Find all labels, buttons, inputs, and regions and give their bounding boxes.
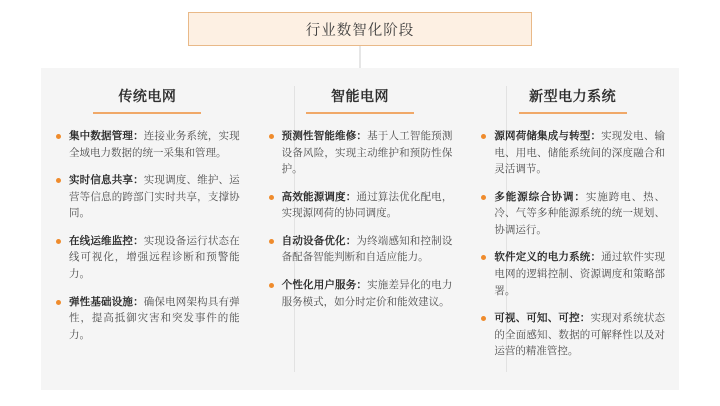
list-item	[55, 294, 240, 344]
list-item-body: 实现发电、输电、用电、储能系统间的深度融合和灵活调节。	[494, 130, 666, 176]
stage-item-list	[480, 128, 665, 360]
list-item	[480, 249, 665, 299]
list-item-body: 实现设备运行状态在线可视化，增强远程诊断和预警能力。	[69, 234, 240, 281]
list-item-body: 通过算法优化配电，实现源网荷的协同调度。	[281, 190, 453, 220]
stage-item-list	[55, 128, 240, 343]
stages-panel	[41, 68, 679, 390]
stage-heading: 新型电力系统	[529, 89, 617, 105]
stage-heading-underline	[519, 112, 627, 114]
page-title: 行业数智化阶段	[305, 22, 415, 39]
stage-heading-underline	[93, 112, 201, 114]
stage-column-new-power-system	[466, 68, 679, 390]
list-item-term: 集中数据管理：	[69, 130, 144, 142]
stage-item-list	[268, 128, 453, 310]
title-banner	[188, 12, 532, 46]
list-item-term: 个性化用户服务：	[281, 279, 368, 292]
list-item-body: 基于人工智能预测设备风险，实现主动维护和预防性保护。	[281, 130, 453, 176]
list-item-term: 在线运维监控：	[69, 234, 144, 247]
list-item-body: 实施差异化的电力服务模式，如分时定价和能效建议。	[281, 279, 453, 308]
list-item	[480, 128, 665, 178]
list-item-body: 通过软件实现电网的逻辑控制、资源调度和策略部署。	[494, 251, 666, 297]
stage-heading-underline	[306, 112, 414, 114]
list-item-term: 软件定义的电力系统：	[494, 251, 602, 264]
list-item-body: 实施跨电、热、冷、气等多种能源系统的统一规划、协调运行。	[494, 190, 666, 236]
list-item	[55, 233, 240, 283]
list-item-term: 自动设备优化：	[281, 234, 357, 247]
list-item	[268, 128, 453, 178]
list-item	[55, 128, 240, 161]
stage-heading: 传统电网	[118, 89, 177, 105]
list-item-term: 实时信息共享：	[69, 174, 144, 187]
stage-column-traditional-grid	[41, 68, 254, 390]
list-item	[268, 233, 453, 266]
list-item	[55, 172, 240, 222]
list-item	[268, 277, 453, 310]
list-item-body: 确保电网架构具有弹性，提高抵御灾害和突发事件的能力。	[69, 295, 240, 341]
list-item	[480, 189, 665, 239]
stage-columns	[41, 68, 679, 390]
banner-connector	[359, 46, 361, 68]
list-item-term: 多能源综合协调：	[494, 190, 586, 203]
list-item-body: 连接业务系统，实现全域电力数据的统一采集和管理。	[69, 130, 240, 159]
list-item	[480, 310, 665, 360]
list-item-body: 实现对系统状态的全面感知、数据的可解释性以及对运营的精准管控。	[494, 312, 666, 358]
list-item-body: 实现调度、维护、运营等信息的跨部门实时共享，支撑协同。	[69, 174, 240, 220]
stage-column-smart-grid	[254, 68, 467, 390]
list-item	[268, 189, 453, 222]
list-item-term: 预测性智能维修：	[281, 130, 368, 142]
list-item-term: 源网荷储集成与转型：	[494, 130, 602, 142]
list-item-term: 弹性基础设施：	[69, 295, 144, 308]
list-item-term: 可视、可知、可控：	[494, 312, 591, 325]
list-item-body: 为终端感知和控制设备配备智能判断和自适应能力。	[281, 234, 453, 264]
list-item-term: 高效能源调度：	[281, 190, 357, 203]
stage-heading: 智能电网	[331, 89, 389, 105]
